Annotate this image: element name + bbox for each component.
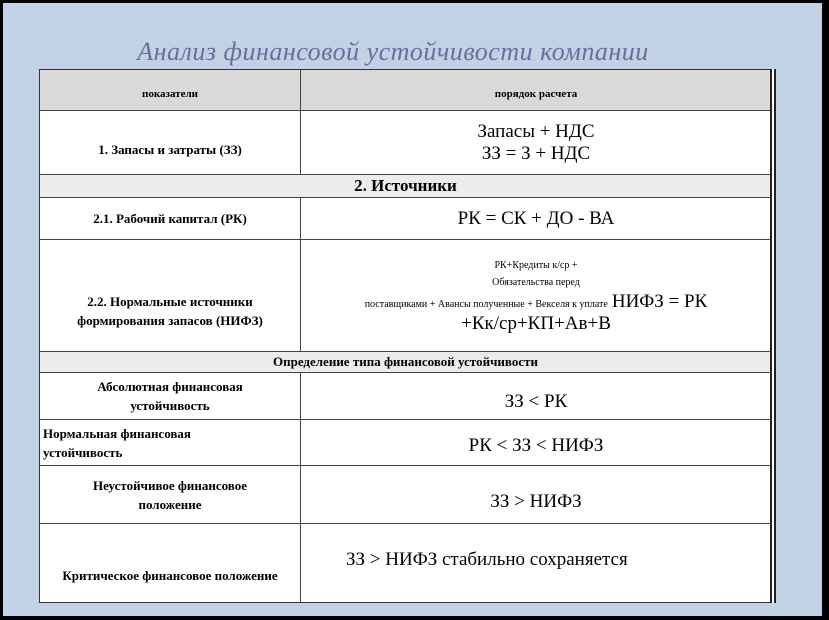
working-capital-label: 2.1. Рабочий капитал (РК) [40, 198, 301, 239]
normal-sources-big-1: НИФЗ = РК [611, 290, 708, 312]
normal-label: Нормальная финансовая устойчивость [40, 420, 301, 465]
table-row-working-capital [40, 198, 771, 240]
section-sources [40, 175, 771, 198]
slide [3, 3, 822, 616]
table-row-critical [40, 524, 771, 602]
normal-formula: РК < ЗЗ < НИФЗ [468, 434, 604, 456]
section-sources-label: 2. Источники [354, 176, 457, 195]
table-row-stocks [40, 111, 771, 175]
header-calculation: порядок расчета [301, 70, 771, 110]
table-header-row [40, 70, 771, 111]
stocks-formula-line2: ЗЗ = З + НДС [481, 142, 591, 164]
slide-title: Анализ финансовой устойчивости компании [137, 37, 649, 66]
table-right-border [770, 69, 776, 603]
normal-sources-small-2: Обязательства перед [492, 276, 580, 288]
absolute-formula: ЗЗ < РК [504, 391, 568, 412]
analysis-table [39, 69, 772, 603]
table-row-normal-sources [40, 240, 771, 352]
normal-sources-formula [301, 240, 771, 351]
critical-formula: ЗЗ > НИФЗ стабильно сохраняется [346, 549, 628, 570]
table-row-unstable [40, 466, 771, 524]
header-indicators: показатели [40, 70, 301, 110]
section-type [40, 352, 771, 373]
stocks-label: 1. Запасы и затраты (ЗЗ) [40, 111, 301, 174]
table-row-absolute [40, 373, 771, 420]
stocks-formula-line1: Запасы + НДС [477, 120, 595, 142]
normal-sources-small-1: РК+Кредиты к/ср + [494, 259, 578, 271]
section-type-label: Определение типа финансовой устойчивости [272, 354, 538, 369]
absolute-label: Абсолютная финансовая устойчивость [40, 373, 301, 419]
normal-sources-small-3: поставщиками + Авансы полученные + Векселя к уплате [364, 298, 608, 310]
unstable-formula: ЗЗ > НИФЗ [490, 490, 582, 512]
stocks-formula [301, 111, 771, 174]
working-capital-formula: РК = СК + ДО - ВА [457, 207, 615, 229]
critical-label: Критическое финансовое положение [40, 524, 301, 602]
unstable-label: Неустойчивое финансовое положение [40, 466, 301, 523]
normal-sources-label: 2.2. Нормальные источники формирования запасов (НИФЗ) [40, 240, 301, 351]
normal-sources-big-2: +Кк/ср+КП+Ав+В [461, 312, 611, 334]
table-row-normal [40, 420, 771, 466]
